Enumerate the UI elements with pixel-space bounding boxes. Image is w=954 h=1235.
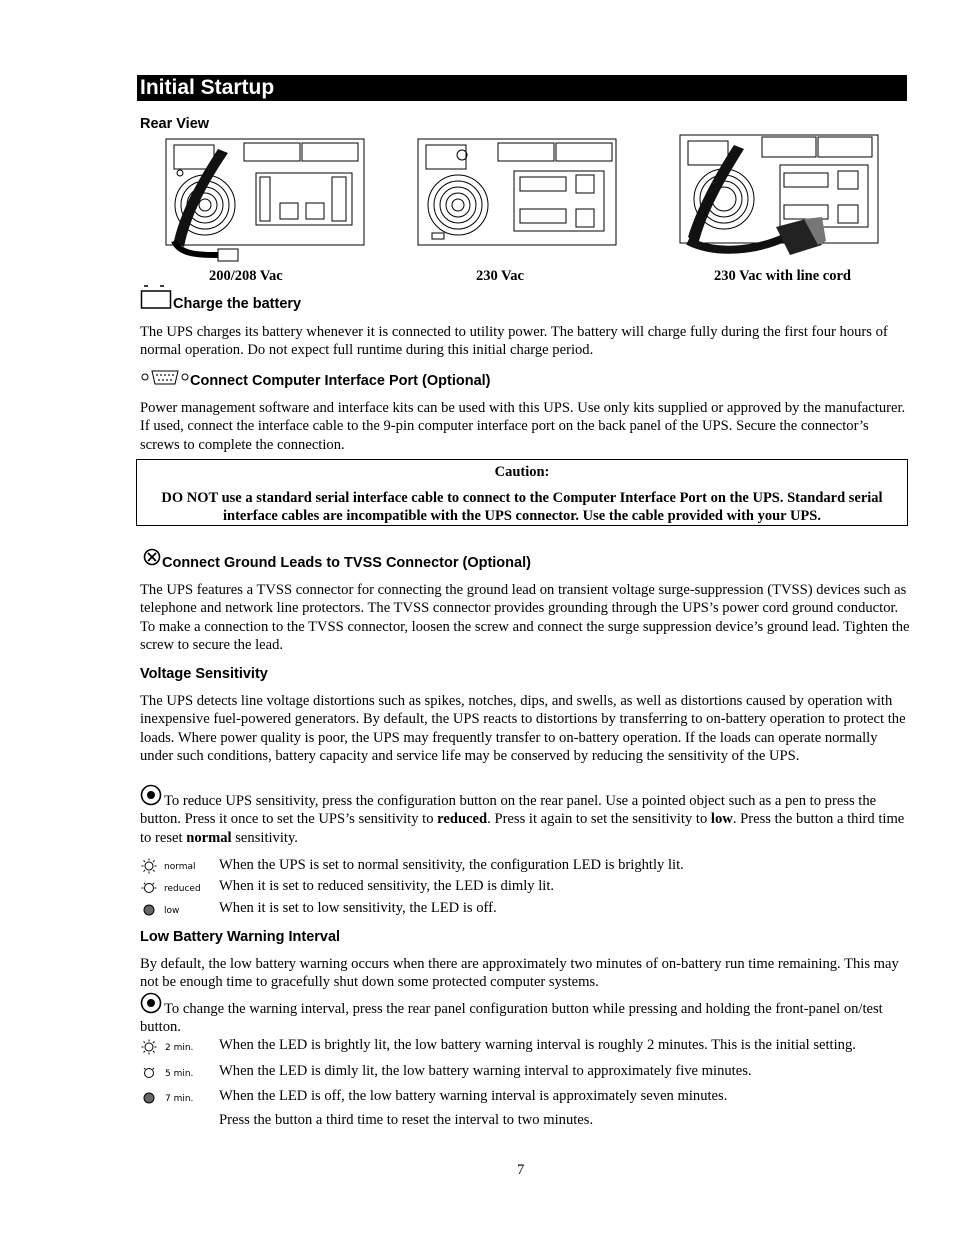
led-dim-icon: [141, 880, 159, 896]
low-battery-heading: Low Battery Warning Interval: [140, 929, 341, 945]
low-battery-instruction: To change the warning interval, press the rear panel configuration button while pressing and holding the front-panel on/test button.: [140, 1001, 883, 1036]
caption-230-line-cord: 230 Vac with line cord: [714, 268, 851, 284]
ground-body: The UPS features a TVSS connector for connecting the ground lead on transient voltage surge-suppression (TVSS) devices such as telephone and network line protectors. The TVSS connector provides grounding through the UPS’s power cord ground conductor. To make a connection to the TVSS connector, loosen the screw and connect the surge suppression device’s ground lead. Tighten the screw to secure the lead.: [140, 582, 910, 654]
section-title: Initial Startup: [137, 75, 907, 101]
led-dim-icon-2: [141, 1065, 159, 1081]
sensitivity-body: The UPS detects line voltage distortions such as spikes, notches, dips, and swells, as well as distortions caused by operation with inexpensive fuel-powered generators. By default, the UPS reacts to distortions by transferring to on-battery operation to protect the loads. Where power quality is poor, the UPS may frequently transfer to on-battery operation. If the loads can operate normally under such conditions, battery capacity and service life may be conserved by reducing the sensitivity of the UPS.: [140, 693, 906, 765]
interval-reset-note: Press the button a third time to reset the interval to two minutes.: [219, 1112, 594, 1128]
rear-view-230-figure: [414, 137, 624, 249]
interval-row-5min: When the LED is dimly lit, the low battery warning interval to approximately five minutes.: [219, 1063, 752, 1079]
led-off-icon: [141, 902, 159, 918]
sensitivity-row-normal: When the UPS is set to normal sensitivity, the configuration LED is brightly lit.: [219, 857, 684, 873]
sensitivity-instruction: To reduce UPS sensitivity, press the configuration button on the rear panel. Use a pointed object such as a pen to press the button. Press it once to set the UPS’s sensitivity to reduced. Press it again to set the sensitivity to low. Press the button a third time to reset normal sensitivity.: [140, 793, 905, 846]
caution-title: Caution:: [494, 464, 550, 480]
caption-230: 230 Vac: [476, 268, 524, 284]
sensitivity-row-reduced: When it is set to reduced sensitivity, the LED is dimly lit.: [219, 878, 555, 894]
led-label-normal: normal: [164, 862, 196, 872]
interface-heading: Connect Computer Interface Port (Optional): [190, 373, 491, 389]
sensitivity-heading: Voltage Sensitivity: [140, 666, 268, 682]
rear-view-200-208-figure: [160, 137, 370, 265]
interval-row-7min: When the LED is off, the low battery warning interval is approximately seven minutes.: [219, 1088, 728, 1104]
interface-body: Power management software and interface kits can be used with this UPS. Use only kits supplied or approved by the manufacturer. If used, connect the interface cable to the 9-pin computer interface port on the back panel of the UPS. Secure the connector’s screws to complete the connection.: [140, 400, 906, 453]
caution-box: [136, 459, 908, 526]
sensitivity-row-low: When it is set to low sensitivity, the LED is off.: [219, 900, 497, 916]
led-label-7min: 7 min.: [165, 1094, 194, 1104]
page-number: 7: [517, 1162, 525, 1178]
ground-heading: Connect Ground Leads to TVSS Connector (Optional): [162, 555, 531, 571]
caption-200-208: 200/208 Vac: [209, 268, 283, 284]
led-label-low: low: [164, 906, 180, 916]
led-label-2min: 2 min.: [165, 1043, 194, 1053]
charge-heading: Charge the battery: [173, 296, 302, 312]
interval-row-2min: When the LED is brightly lit, the low battery warning interval is roughly 2 minutes. This is the initial setting.: [219, 1037, 856, 1053]
led-label-reduced: reduced: [164, 884, 201, 894]
battery-icon: [140, 283, 172, 311]
ground-screw-icon: [143, 548, 163, 568]
led-off-icon-2: [141, 1090, 159, 1106]
led-bright-icon: [141, 858, 159, 874]
led-bright-icon-2: [141, 1039, 159, 1055]
serial-port-icon: [140, 369, 190, 387]
caution-text: DO NOT use a standard serial interface cable to connect to the Computer Interface Port on the UPS. Standard serial interface cables are incompatible with the UPS connector. Use the cable provided with your UPS.: [161, 490, 883, 524]
led-label-5min: 5 min.: [165, 1069, 194, 1079]
charge-body: The UPS charges its battery whenever it is connected to utility power. The battery will charge fully during the first four hours of normal operation. Do not expect full runtime during this initial charge period.: [140, 324, 888, 359]
rear-view-heading: Rear View: [140, 116, 210, 132]
rear-view-230-line-cord-figure: [676, 133, 884, 261]
low-battery-body: By default, the low battery warning occurs when there are approximately two minutes of on-battery run time remaining. This may not be enough time to gracefully shut down some protected computer systems.: [140, 956, 899, 991]
